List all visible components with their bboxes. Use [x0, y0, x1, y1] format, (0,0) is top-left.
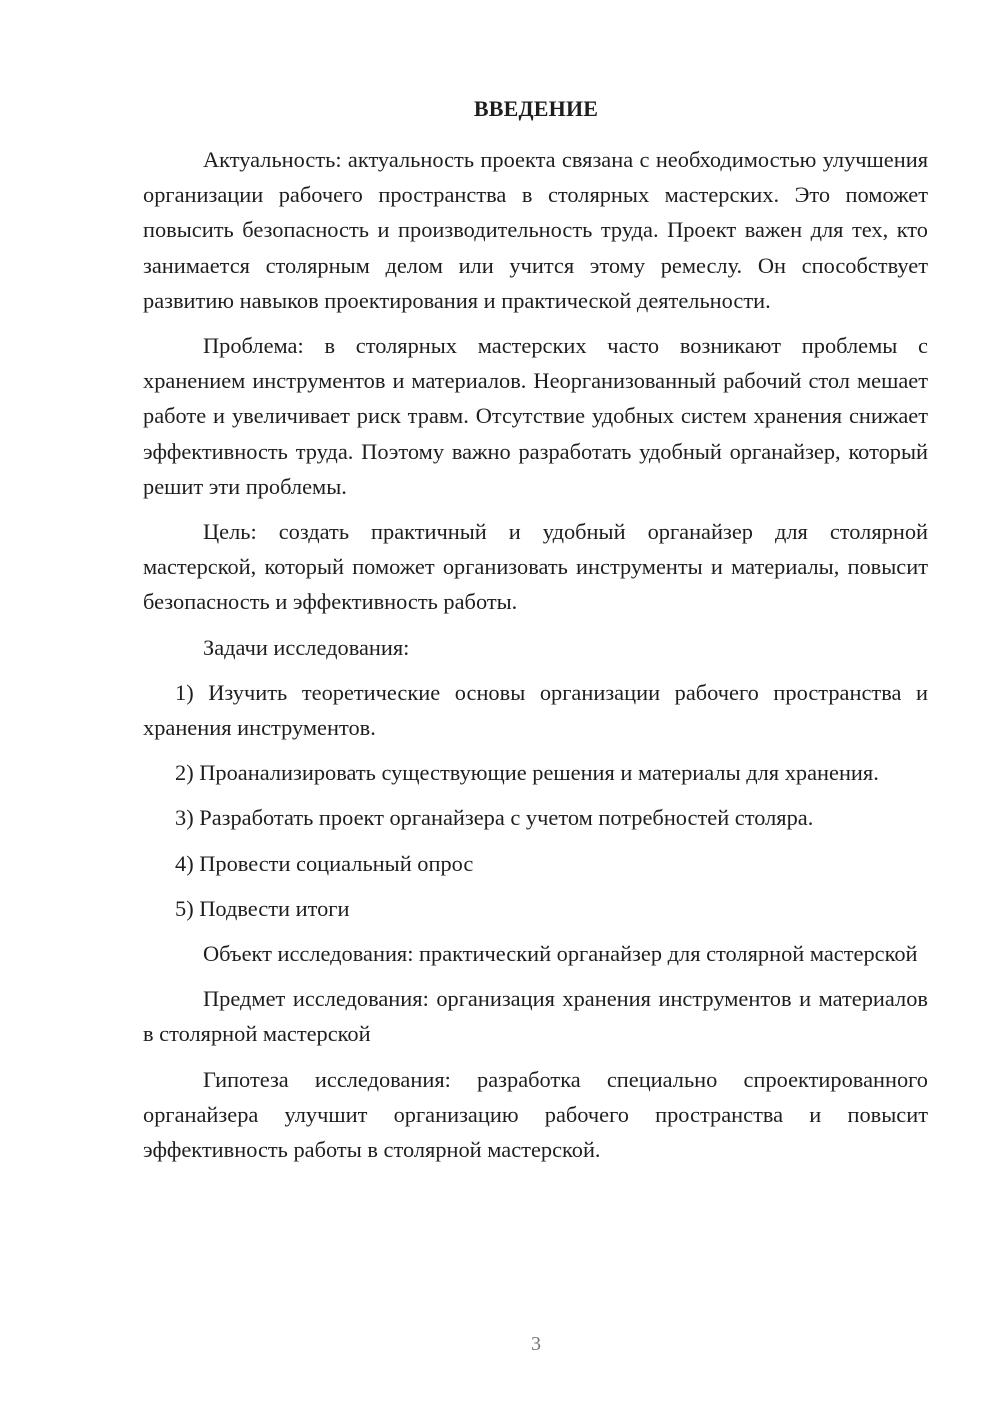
goal-paragraph: Цель: создать практичный и удобный органайзер для столярной мастерской, который поможет организовать инструменты и материалы, повысит безопасность и эффективность работы.: [143, 519, 928, 615]
task-item-5: 5) Подвести итоги: [175, 895, 350, 921]
task-item-1: 1) Изучить теоретические основы организации рабочего пространства и хранения инструментов.: [143, 679, 928, 741]
task-item-3: 3) Разработать проект органайзера с учетом потребностей столяра.: [175, 805, 814, 831]
research-object-paragraph: Объект исследования: практический органайзер для столярной мастерской: [203, 941, 918, 967]
task-item-2: 2) Проанализировать существующие решения и материалы для хранения.: [175, 760, 879, 786]
relevance-paragraph: Актуальность: актуальность проекта связана с необходимостью улучшения организации рабочего пространства в столярных мастерских. Это поможет повысить безопасность и производительность труда. Проект важен для тех, кто занимается столярным делом или учится этому ремеслу. Он способствует развитию навыков проектирования и практической деятельности.: [143, 147, 928, 313]
problem-paragraph: Проблема: в столярных мастерских часто возникают проблемы с хранением инструментов и материалов. Неорганизованный рабочий стол мешает работе и увеличивает риск травм. Отсутствие удобных систем хранения снижает эффективность труда. Поэтому важно разработать удобный органайзер, который решит эти проблемы.: [143, 333, 928, 499]
document-body: [143, 142, 928, 1167]
tasks-heading: Задачи исследования:: [203, 634, 410, 660]
section-title: ВВЕДЕНИЕ: [473, 96, 599, 121]
hypothesis-paragraph: Гипотеза исследования: разработка специально спроектированного органайзера улучшит организацию рабочего пространства и повысит эффективность работы в столярной мастерской.: [143, 1066, 928, 1163]
research-subject-paragraph: Предмет исследования: организация хранения инструментов и материалов в столярной мастерской: [143, 986, 928, 1047]
task-item-4: 4) Провести социальный опрос: [175, 850, 474, 876]
page-number: 3: [531, 1333, 541, 1355]
